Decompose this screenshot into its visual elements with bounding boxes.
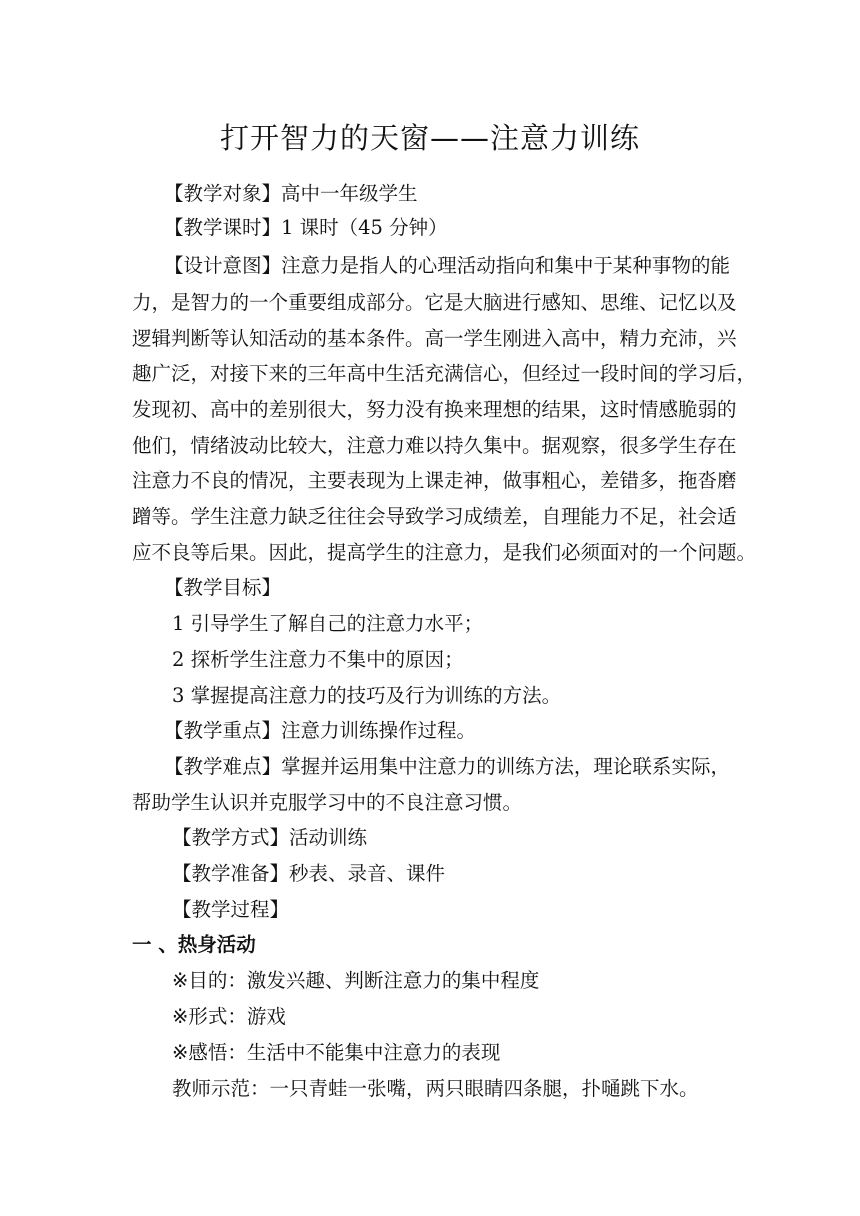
paragraph-line: 逻辑判断等认知活动的基本条件。高一学生刚进入高中，精力充沛，兴 xyxy=(132,327,737,350)
paragraph-line: 力，是智力的一个重要组成部分。它是大脑进行感知、思维、记忆以及 xyxy=(132,291,737,314)
document-title: 打开智力的天窗——注意力训练 xyxy=(219,121,640,155)
goal-item: 3 掌握提高注意力的技巧及行为训练的方法。 xyxy=(172,684,562,707)
purpose-line: ※目的：激发兴趣、判断注意力的集中程度 xyxy=(172,969,540,992)
paragraph-line: 发现初、高中的差别很大，努力没有换来理想的结果，这时情感脆弱的 xyxy=(132,398,737,421)
form-line: ※形式：游戏 xyxy=(172,1005,286,1028)
difficulty-line: 【教学难点】掌握并运用集中注意力的训练方法，理论联系实际， xyxy=(164,755,730,778)
teaching-object-line: 【教学对象】高中一年级学生 xyxy=(164,182,418,205)
paragraph-line: 趣广泛，对接下来的三年高中生活充满信心，但经过一段时间的学习后， xyxy=(132,362,757,385)
section-heading: 一 、热身活动 xyxy=(132,933,256,956)
teaching-process-heading: 【教学过程】 xyxy=(172,898,290,921)
paragraph-line: 注意力不良的情况，主要表现为上课走神，做事粗心，差错多，拖沓磨 xyxy=(132,469,737,492)
teaching-method-line: 【教学方式】活动训练 xyxy=(172,826,368,849)
difficulty-line: 帮助学生认识并克服学习中的不良注意习惯。 xyxy=(132,791,523,814)
insight-line: ※感悟：生活中不能集中注意力的表现 xyxy=(172,1041,501,1064)
teaching-prep-line: 【教学准备】秒表、录音、课件 xyxy=(172,862,446,885)
teaching-goals-heading: 【教学目标】 xyxy=(164,576,282,599)
paragraph-line: 他们，情绪波动比较大，注意力难以持久集中。据观察，很多学生存在 xyxy=(132,434,737,457)
paragraph-line: 【设计意图】注意力是指人的心理活动指向和集中于某种事物的能 xyxy=(164,254,730,277)
goal-item: 2 探析学生注意力不集中的原因； xyxy=(172,648,464,671)
paragraph-line: 蹭等。学生注意力缺乏往往会导致学习成绩差，自理能力不足，社会适 xyxy=(132,505,737,528)
paragraph-line: 应不良等后果。因此，提高学生的注意力，是我们必须面对的一个问题。 xyxy=(132,541,757,564)
key-point-line: 【教学重点】注意力训练操作过程。 xyxy=(164,719,477,742)
demo-line: 教师示范：一只青蛙一张嘴，两只眼睛四条腿，扑嗵跳下水。 xyxy=(172,1077,699,1100)
goal-item: 1 引导学生了解自己的注意力水平； xyxy=(172,612,484,635)
teaching-hours-line: 【教学课时】1 课时（45 分钟） xyxy=(164,216,448,239)
